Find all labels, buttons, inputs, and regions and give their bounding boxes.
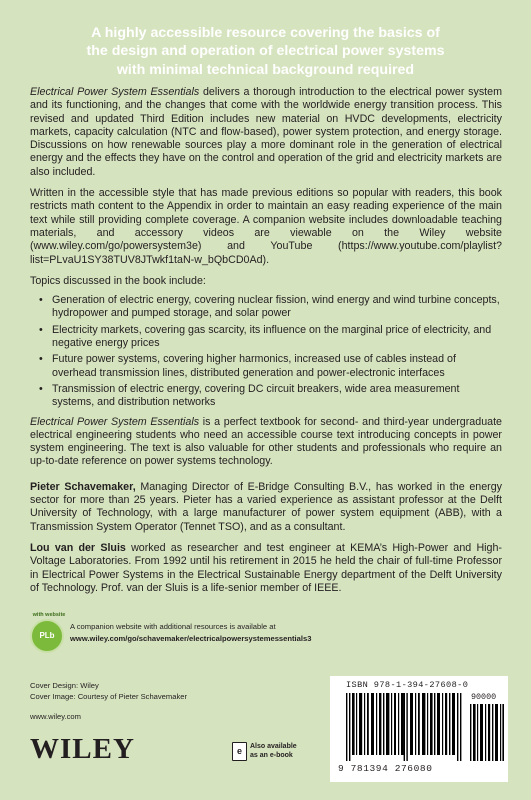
ebook-line: as an e-book <box>250 752 293 759</box>
isbn-label: ISBN 978-1-394-27608-0 <box>346 680 469 690</box>
headline-line: the design and operation of electrical power systems <box>86 43 445 60</box>
ebook-icon: e <box>232 742 247 761</box>
topic-item: • Transmission of electric energy, covering DC circuit breakers, wide area measurement systems, and distribution networks <box>52 383 502 410</box>
companion-url[interactable]: www.wiley.com/go/schavemaker/electricalpowersystemessentials3 <box>70 634 312 643</box>
style-paragraph: Written in the accessible style that has made previous editions so popular with readers, this book restricts math content to the Appendix in order to maintain an easy reading experience of the main text while still providing complete coverage. A companion website includes downloadable teaching materials, and accessory videos are viewable on the Wiley website (www.wiley.com/go/powersystem3e) and YouTube (https://www.youtube.com/playlist?list=PLvaU1SY38TUV8JTwkf1taN-w_bQbCD0Ad). <box>30 187 502 266</box>
icon-label: PLb <box>39 631 55 640</box>
book-title: Electrical Power System Essentials <box>30 415 200 428</box>
topic-item: • Future power systems, covering higher harmonics, increased use of cables instead of overhead transmission lines, distributed generation and power-electronic interfaces <box>52 353 502 380</box>
barcode-main-bars <box>346 693 464 761</box>
headline-line: with minimal technical background required <box>116 61 415 78</box>
cover-design-credit: Cover Design: Wiley <box>30 681 99 690</box>
headline-line: A highly accessible resource covering the basics of <box>91 25 440 41</box>
topics-list <box>30 294 502 409</box>
author-bio-text: worked as researcher and test engineer at KEMA’s High-Power and High-Voltage Laboratories. From 1992 until his retirement in 2015 he held the chair of full-time Professor in Electrical Power Systems in the Electrical Sustainable Energy department of the Delft University of Technology. Prof. van der Sluis is a life-senior member of IEEE. <box>30 541 502 594</box>
publisher-website[interactable]: www.wiley.com <box>30 712 81 721</box>
publisher-logo: WILEY <box>30 733 135 765</box>
book-title: Electrical Power System Essentials <box>30 86 200 98</box>
author-name: Lou van der Sluis <box>30 541 126 554</box>
author-bio <box>30 481 502 534</box>
author-name: Pieter Schavemaker, <box>30 480 136 493</box>
cover-credits <box>30 681 187 702</box>
closing-text: is a perfect textbook for second- and third-year undergraduate electrical engineering students who need an accessible course text introducing concepts in power system engineering. The text is also valuable for other students and professionals who require an up-to-date reference on power systems technology. <box>30 415 502 468</box>
barcode-addon-number: 90000 <box>471 692 497 702</box>
companion-website-icon <box>30 612 66 653</box>
intro-paragraph <box>30 86 502 179</box>
companion-line: A companion website with additional resources is available at <box>70 622 276 631</box>
icon-caption: with website <box>32 612 66 618</box>
ebook-line: Also available <box>250 743 297 750</box>
barcode-addon-bars <box>470 704 504 761</box>
author-bio <box>30 542 502 595</box>
topic-item: • Electricity markets, covering gas scarcity, its influence on the marginal price of electricity, and negative energy prices <box>52 324 502 351</box>
closing-paragraph <box>30 416 502 469</box>
headline <box>40 24 491 79</box>
author-bio-text: Managing Director of E-Bridge Consulting B.V., has worked in the energy sector for more than 25 years. Pieter has a varied experience as assistant professor at the Delft University of Technology, with a large manufacturer of power system equipment (ABB), with a Transmission System Operator (Tennet TSO), and as a consultant. <box>30 480 502 533</box>
description <box>30 86 502 603</box>
cover-image-credit: Cover Image: Courtesy of Pieter Schavemaker <box>30 691 188 701</box>
companion-website <box>30 612 460 655</box>
intro-text: delivers a thorough introduction to the electrical power system and its functioning, and the changes that come with the worldwide energy transition process. This revised and updated Third Edition includes new material on HVDC developments, electricity markets, capacity calculation (NTC and flow-based), power system protection, and energy storage. Discussions on how renewable sources play a more dominant role in the generation of electrical energy and the effects they have on the control and operation of the grid and electricity markets are also included. <box>30 86 502 178</box>
ebook-note <box>250 742 297 760</box>
barcode-digits: 9 781394 276080 <box>338 763 433 774</box>
companion-text <box>70 621 311 645</box>
topics-intro: Topics discussed in the book include: <box>30 274 206 287</box>
topic-item: • Generation of electric energy, covering nuclear fission, wind energy and wind turbine concepts, hydropower and pumped storage, and solar power <box>52 294 502 321</box>
